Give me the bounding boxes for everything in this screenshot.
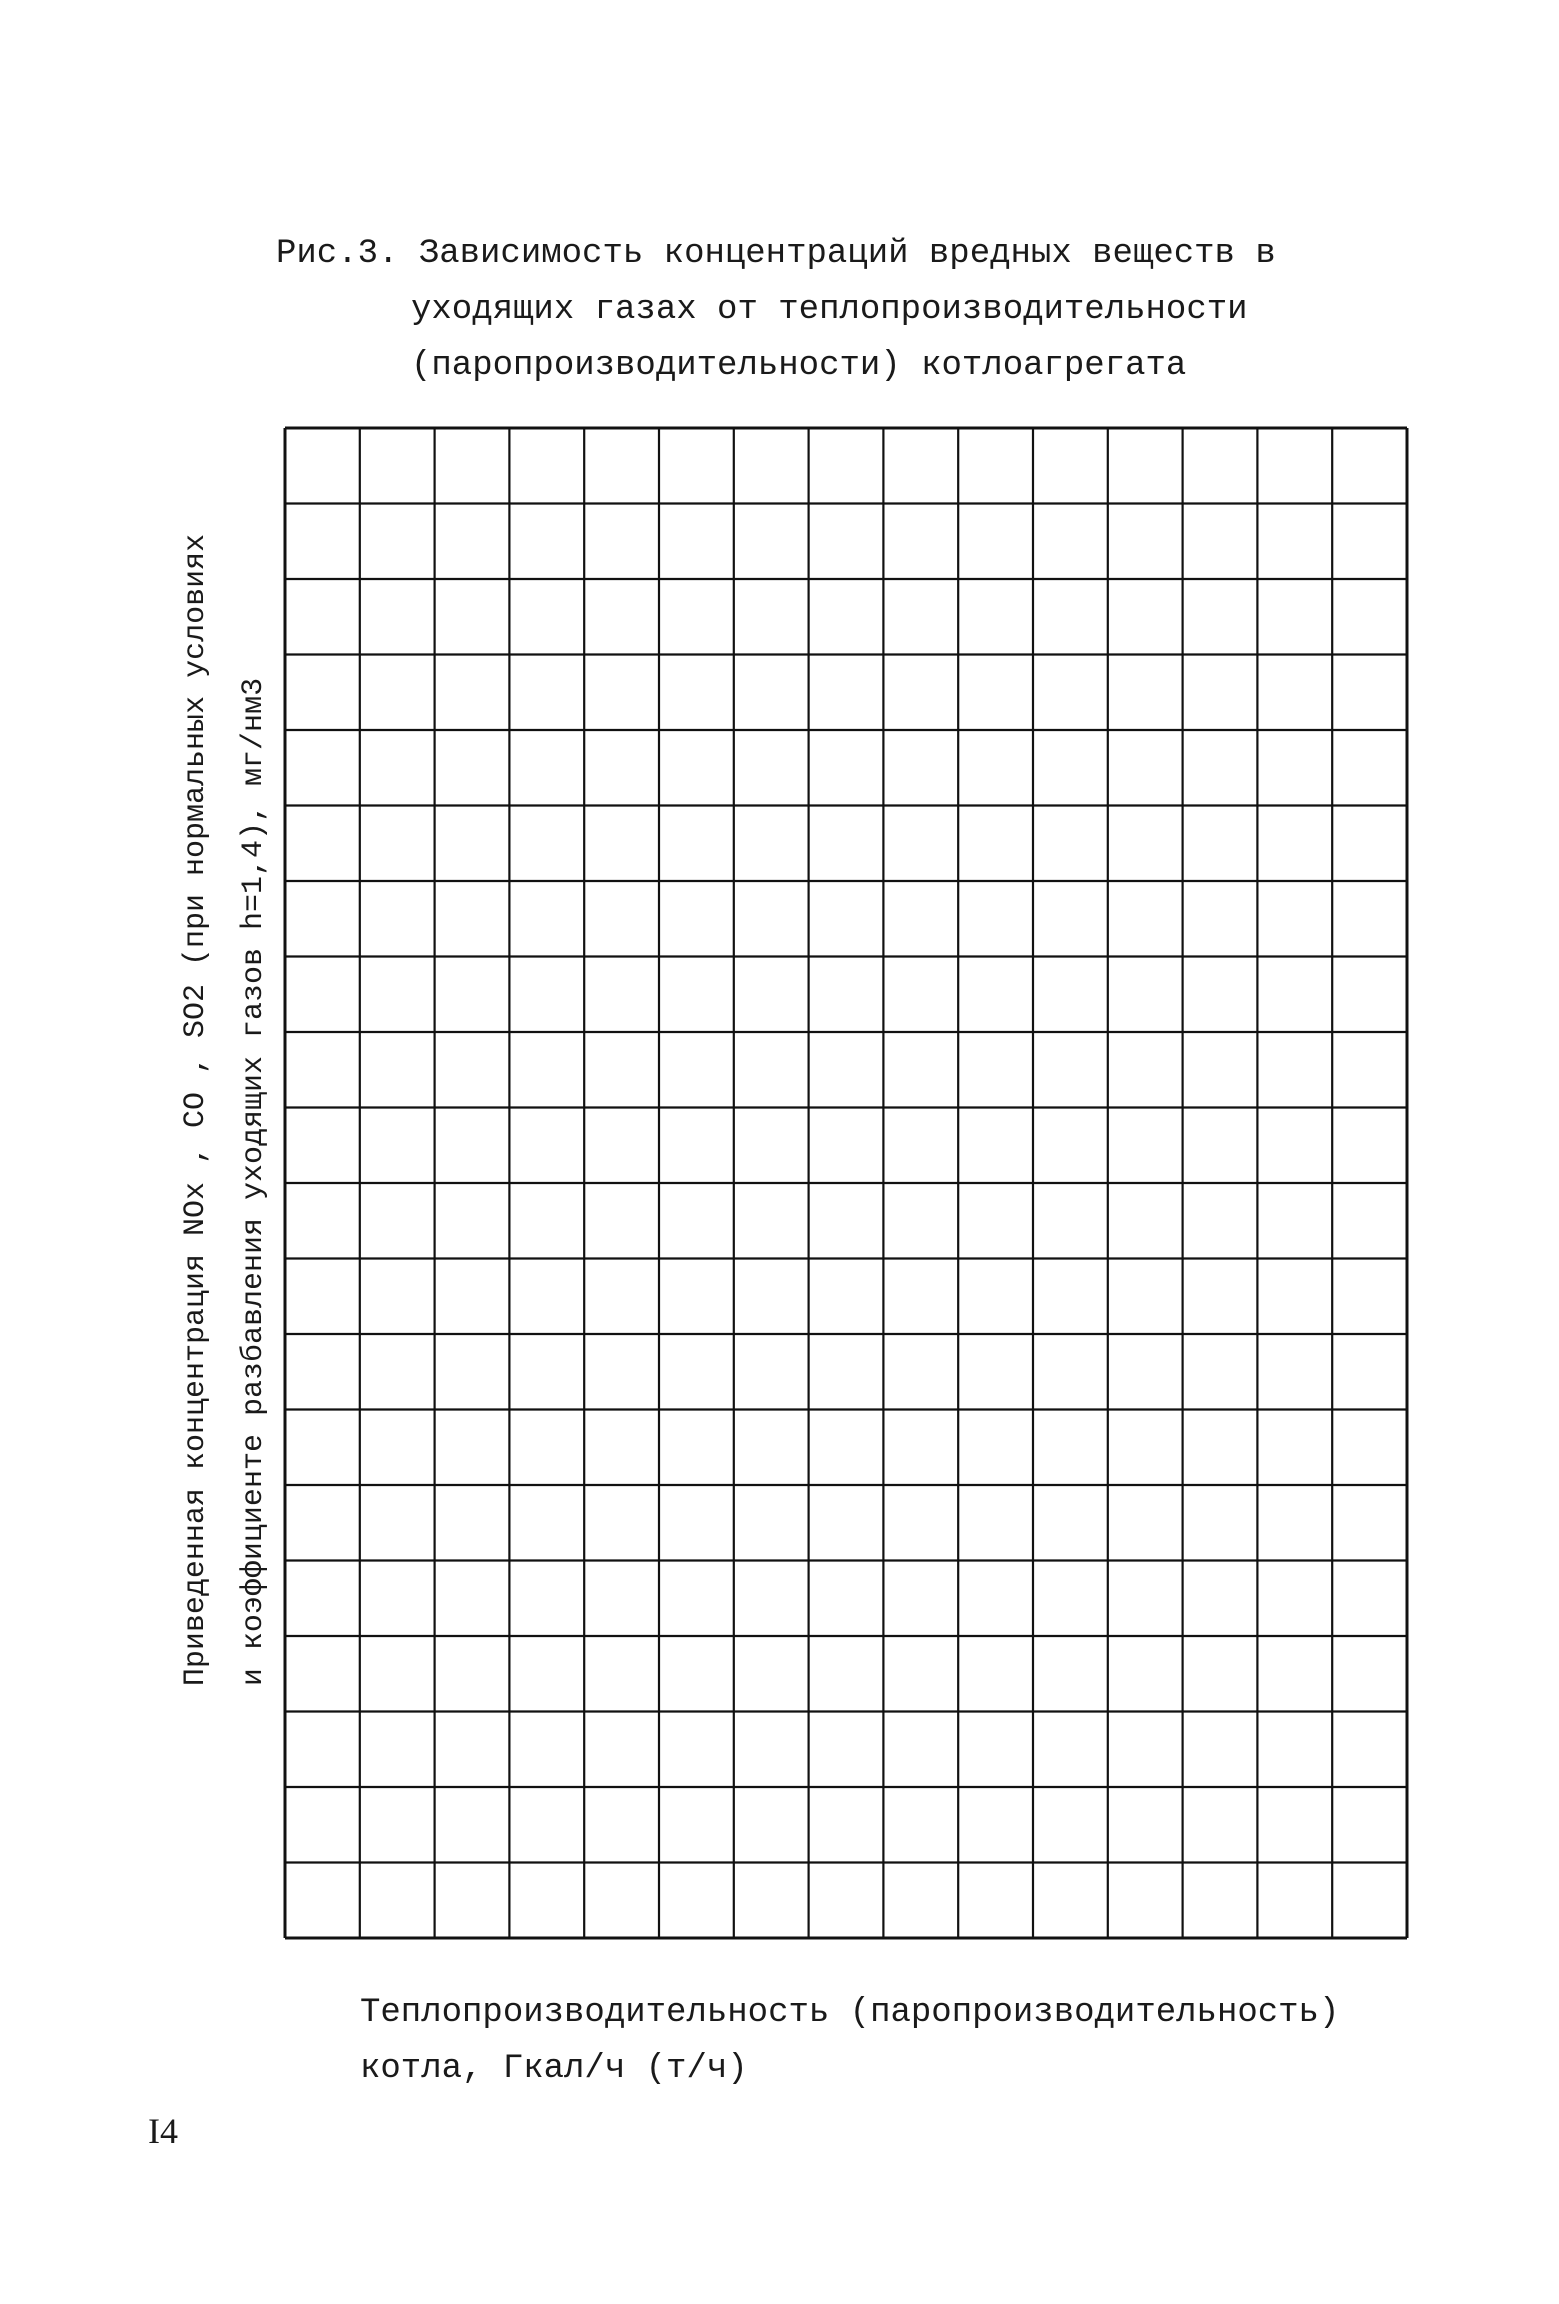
grid-lines bbox=[285, 428, 1407, 1938]
x-axis-label bbox=[360, 1985, 1339, 2097]
page-number: I4 bbox=[148, 2111, 178, 2151]
y-axis-label-line-1: Приведенная концентрация NOx , CO , SO2 (при нормальных условиях bbox=[179, 533, 213, 1687]
caption-line-2: уходящих газах от теплопроизводительности bbox=[411, 291, 1248, 329]
blank-chart-grid bbox=[285, 428, 1407, 1938]
caption-line-3: (паропроизводительности) котлоагрегата bbox=[411, 347, 1187, 385]
y-axis-label-line-2: и коэффициенте разбавления уходящих газов h=1,4), мг/нм3 bbox=[237, 677, 271, 1687]
x-axis-label-line-1: Теплопроизводительность (паропроизводительность) bbox=[360, 1994, 1340, 2032]
figure-caption bbox=[276, 226, 1276, 394]
caption-line-1: Рис.3. Зависимость концентраций вредных веществ в bbox=[276, 235, 1276, 273]
x-axis-label-line-2: котла, Гкал/ч (т/ч) bbox=[360, 2050, 748, 2088]
